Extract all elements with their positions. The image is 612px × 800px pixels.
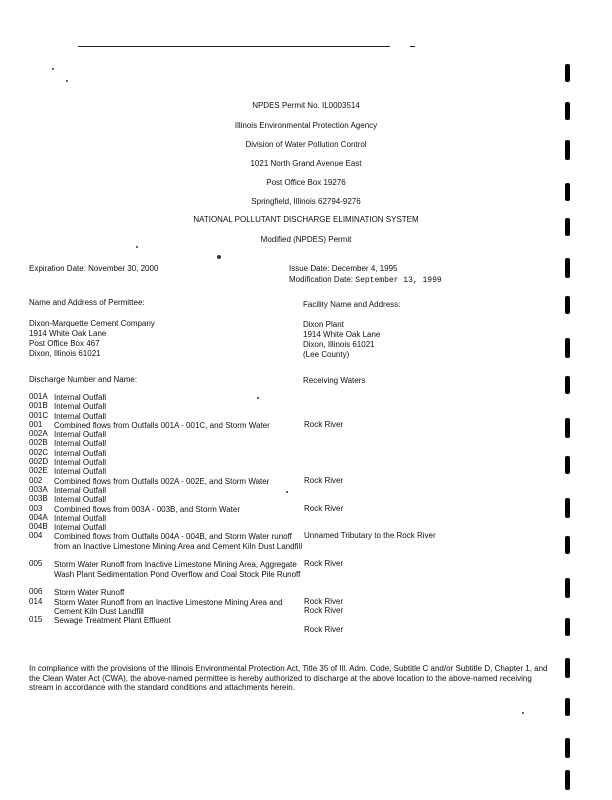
receiving-water: Rock River (304, 559, 344, 569)
discharge-row (29, 402, 612, 411)
discharge-name: Internal Outfall (54, 467, 107, 477)
discharge-name: Internal Outfall (54, 448, 107, 458)
discharge-name: Combined flows from Outfalls 004A - 004B, and Storm Water runoff from an Inactive Limestone Mining Area and Cement Kiln Dust Landfill (54, 532, 303, 551)
receiving-water: Rock River (304, 624, 344, 634)
discharge-row (29, 421, 612, 430)
scan-speck (217, 255, 221, 259)
discharge-code: 002 (29, 475, 43, 485)
scan-speck (66, 80, 68, 82)
discharge-name: Internal Outfall (54, 458, 107, 468)
division-name: Division of Water Pollution Control (245, 140, 367, 149)
receiving-water: Unnamed Tributary to the Rock River (304, 531, 436, 541)
agency-name: Illinois Environmental Protection Agency (234, 121, 378, 130)
receiving-water: Rock River (304, 503, 344, 513)
discharge-code: 001C (29, 410, 49, 420)
permittee-line: Dixon-Marquette Cement Company (29, 319, 155, 328)
expiration-date: Expiration Date: November 30, 2000 (29, 264, 159, 273)
city-state-zip: Springfield, Illinois 62794-9276 (251, 197, 361, 206)
discharge-code: 002B (29, 438, 48, 448)
discharge-code: 002C (29, 447, 49, 457)
receiving-water: Rock River (304, 475, 344, 485)
discharge-code: 003B (29, 494, 48, 504)
facility-heading: Facility Name and Address: (303, 300, 401, 309)
receiving-waters-heading: Receiving Waters (303, 376, 366, 385)
permittee-address (29, 319, 155, 359)
discharge-code: 004A (29, 512, 48, 522)
system-title: NATIONAL POLLUTANT DISCHARGE ELIMINATION SYSTEM (193, 215, 419, 224)
discharge-row (29, 430, 612, 439)
po-box: Post Office Box 19276 (266, 178, 346, 187)
discharge-code: 004B (29, 522, 48, 532)
discharge-name: Internal Outfall (54, 485, 107, 495)
discharge-list (29, 393, 612, 635)
scan-speck (522, 712, 524, 714)
discharge-code: 003A (29, 484, 48, 494)
discharge-row (29, 458, 612, 467)
discharge-code: 004 (29, 531, 43, 541)
permittee-line: Post Office Box 467 (29, 339, 100, 348)
discharge-row (29, 560, 612, 588)
receiving-water: Rock River (304, 606, 344, 616)
discharge-name: Internal Outfall (54, 411, 107, 421)
permit-number: NPDES Permit No. IL0003514 (252, 101, 360, 110)
permittee-heading: Name and Address of Permittee: (29, 298, 145, 307)
permittee-line: 1914 White Oak Lane (29, 329, 107, 338)
discharge-name: Storm Water Runoff from Inactive Limestone Mining Area, Aggregate Wash Plant Sedimentation Pond Overflow and Coal Stock Pile Runoff (54, 560, 301, 579)
modification-date-value: September 13, 1999 (355, 276, 442, 285)
discharge-name: Storm Water Runoff (54, 588, 125, 598)
discharge-code: 001 (29, 419, 43, 429)
top-scan-line-tick (410, 46, 415, 47)
discharge-code: 001A (29, 392, 48, 401)
issue-date: Issue Date: December 4, 1995 (289, 264, 398, 273)
discharge-row (29, 477, 612, 486)
discharge-row (29, 449, 612, 458)
discharge-code: 015 (29, 615, 43, 625)
discharge-name: Internal Outfall (54, 393, 107, 402)
discharge-code: 006 (29, 587, 43, 597)
discharge-name: Internal Outfall (54, 402, 107, 412)
discharge-row (29, 486, 612, 495)
permit-type: Modified (NPDES) Permit (260, 235, 352, 244)
discharge-name: Sewage Treatment Plant Effluent (54, 616, 171, 626)
discharge-code: 005 (29, 559, 43, 569)
discharge-name: Combined flows from Outfalls 001A - 001C, and Storm Water (54, 420, 270, 430)
receiving-water: Rock River (304, 596, 344, 606)
facility-line: 1914 White Oak Lane (303, 330, 381, 339)
discharge-code: 003 (29, 503, 43, 513)
scan-speck (52, 68, 54, 70)
discharge-name: Internal Outfall (54, 439, 107, 449)
compliance-paragraph: In compliance with the provisions of the Illinois Environmental Protection Act, Title 35 of Ill. Adm. Code, Subtitle C and/or Subtitle D, Chapter 1, and the Clean Water Act (CWA), the above-named permittee is hereby authorized to discharge at the above location to the above-named receiving stream in accordance with the standard conditions and attachments herein. (29, 664, 548, 692)
discharge-code: 001B (29, 401, 48, 411)
discharge-name: Internal Outfall (54, 513, 107, 523)
discharge-code: 002E (29, 466, 48, 476)
discharge-name: Internal Outfall (54, 430, 107, 440)
facility-line: Dixon, Illinois 61021 (303, 340, 375, 349)
discharge-name: Internal Outfall (54, 523, 107, 533)
discharge-code: 002D (29, 457, 49, 467)
discharge-heading: Discharge Number and Name: (29, 375, 138, 384)
facility-line: Dixon Plant (303, 320, 344, 329)
discharge-name: Combined flows from Outfalls 002A - 002E, and Storm Water (54, 476, 270, 486)
modification-date-label: Modification Date: (289, 275, 354, 284)
scan-speck (136, 246, 138, 248)
discharge-row (29, 505, 612, 514)
top-scan-line (78, 46, 390, 47)
discharge-row (29, 532, 612, 560)
discharge-row (29, 607, 612, 616)
facility-line: (Lee County) (303, 350, 350, 359)
permittee-line: Dixon, Illinois 61021 (29, 349, 101, 358)
receiving-water: Rock River (304, 419, 344, 429)
discharge-name: Internal Outfall (54, 495, 107, 505)
discharge-name: Storm Water Runoff from an Inactive Limestone Mining Area and Cement Kiln Dust Landfill (54, 597, 283, 617)
discharge-row (29, 439, 612, 448)
discharge-code: 014 (29, 596, 43, 606)
discharge-row (29, 393, 612, 402)
discharge-row (29, 514, 612, 523)
discharge-name: Combined flows from 003A - 003B, and Storm Water (54, 504, 241, 514)
discharge-row (29, 626, 612, 635)
modification-date (289, 276, 442, 285)
street-address: 1021 North Grand Avenue East (250, 159, 362, 168)
facility-address (303, 320, 380, 360)
discharge-code: 002A (29, 429, 48, 439)
